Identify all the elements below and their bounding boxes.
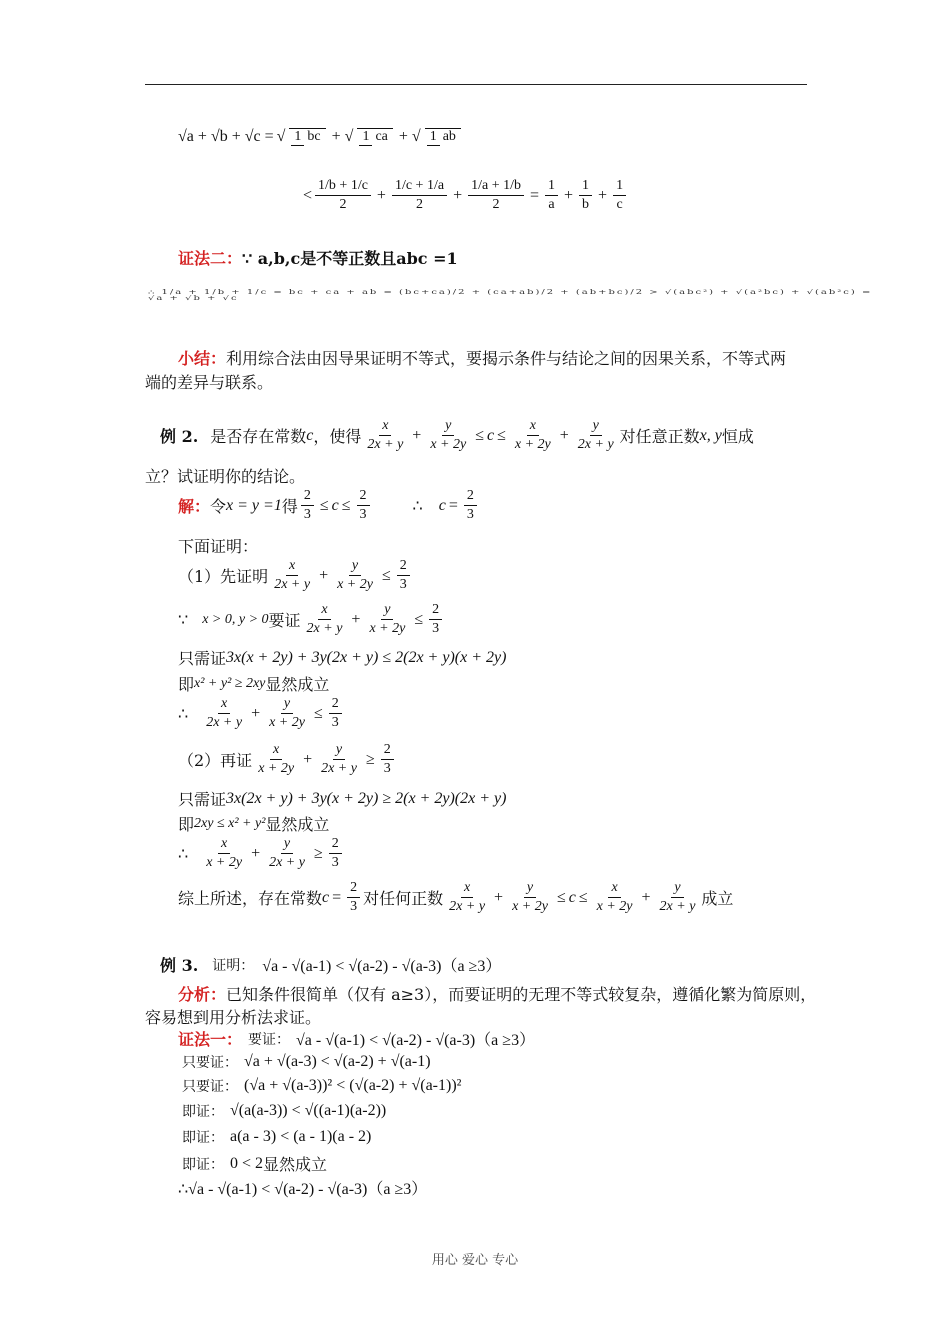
step2-line: （2）再证 $\frac{x}{x + 2y}$ + $\frac{y}{2x + y}$ ≥ $\frac{2}{3}$ (178, 742, 397, 777)
ex2-text-c: 对任意正数 (619, 427, 700, 447)
proof3-line-6 (182, 1152, 327, 1175)
sol-therefore: ∴ (412, 496, 423, 516)
p3-l1-expr: √a - √(a-1) < √(a-2) - √(a-3)（a ≥3） (296, 1032, 536, 1049)
ex3-label: 例 3. (160, 956, 199, 975)
sol-label: 解： (178, 497, 211, 517)
conclusion-line: 综上所述，存在常数 c = $\frac{2}{3}$ 对任何正数 $\frac{x}{2x + y}$ + $\frac{y}{x + 2y}$ ≤ c ≤ $\frac{x}{x + 2y}$ + $\frac{y}{2x + y}$ 成立 (178, 880, 734, 915)
ex2-text-a: 是否存在常数 (210, 427, 307, 447)
only-need-2: 只需证 (178, 790, 227, 809)
summary-label: 小结： (178, 349, 227, 368)
obvious-1: 显然成立 (265, 675, 330, 694)
ex2-text-b: ，使得 (313, 427, 362, 447)
p3-l6-expr: 0 < 2 (230, 1154, 264, 1172)
proof-intro (178, 534, 258, 557)
header-rule (145, 84, 807, 85)
ex2-xy: x, y (699, 426, 722, 444)
summary-line-2 (145, 370, 273, 393)
analysis-label: 分析： (178, 985, 227, 1004)
ie-line-2 (178, 812, 329, 835)
solution-line: 解： 令 x = y =1 得 $\frac{2}{3}$ ≤ c ≤ $\frac{2}{3}$ ∴ c = $\frac{2}{3}$ (178, 488, 480, 523)
step1-line: （1）先证明 $\frac{x}{2x + y}$ + $\frac{y}{x + 2y}$ ≤ $\frac{2}{3}$ (178, 558, 413, 593)
proof-intro-text: 下面证明： (178, 537, 259, 556)
therefore-line-2: ∴ $\frac{x}{x + 2y}$ + $\frac{y}{2x + y}$ ≥ $\frac{2}{3}$ (178, 836, 345, 871)
proof3-line-4 (182, 1101, 386, 1121)
summary-text-2: 端的差异与联系。 (145, 373, 274, 392)
analysis-text-1: 已知条件很简单（仅有 a≥3），而要证明的无理不等式较复杂，遵循化繁为简原则， (226, 985, 817, 1004)
only-need-1: 只需证 (178, 649, 227, 668)
therefore-1: ∴ (178, 704, 189, 724)
conclude-b: 对任何正数 (363, 889, 444, 909)
proof3-line-5 (182, 1127, 371, 1147)
p3-l3-expr: (√a + √(a-3))² < (√(a-2) + √(a-1))² (244, 1077, 462, 1094)
proof3-label: 证法一： (178, 1030, 243, 1049)
proof3-line-7 (178, 1176, 427, 1199)
ex2-text-d: 恒成 (721, 427, 754, 447)
ie2-expr: 2xy ≤ x² + y² (194, 815, 266, 831)
p3-l2-expr: √a + √(a-3) < √(a-2) + √(a-1) (244, 1053, 431, 1070)
ie-1-label: 即 (178, 675, 195, 694)
p3-l4-expr: √(a(a-3)) < √((a-1)(a-2)) (230, 1102, 387, 1119)
expr1: 3x(x + 2y) + 3y(2x + y) ≤ 2(2x + y)(x + 2y) (226, 648, 507, 666)
only-need-line-1 (178, 646, 506, 669)
p3-l2-pre: 只要证： (182, 1055, 238, 1071)
step2-label: （2）再证 (178, 751, 253, 771)
proof1-line-1: √a + √b + √c = √ 1 bc + √ 1 ca + √ 1 ab (178, 128, 464, 146)
summary-line-1 (178, 346, 786, 369)
p3-l6-pre: 即证： (182, 1156, 224, 1173)
condition: x > 0, y > 0 (202, 611, 269, 627)
proof3-line-2 (182, 1052, 431, 1072)
since-line: ∵ x > 0, y > 0 要证 $\frac{x}{2x + y}$ + $\frac{y}{x + 2y}$ ≤ $\frac{2}{3}$ (178, 602, 445, 637)
proof2-heading (178, 246, 458, 269)
analysis-line-2 (145, 1005, 321, 1028)
proof2-text: ∵ a,b,c是不等正数且abc =1 (242, 249, 458, 268)
example2-line-1: 例 2. 是否存在常数 c ，使得 $\frac{x}{2x + y}$ + $\frac{y}{x + 2y}$ ≤ c ≤ $\frac{x}{x + 2y}$ + $\frac{y}{2x + y}$ 对任意正数 x, y 恒成 (160, 418, 754, 453)
example3-line (160, 953, 501, 976)
proof3-line-3 (182, 1076, 461, 1096)
garbled-formula-line (148, 290, 878, 330)
since-symbol: ∵ (178, 610, 189, 630)
p3-l5-expr: a(a - 3) < (a - 1)(a - 2) (230, 1128, 372, 1145)
proof1-line-2: < $\frac{1/b + 1/c}{2}$ + $\frac{1/c + 1/a}{2}$ + $\frac{1/a + 1/b}{2}$ = $\frac{1}{a}$ + $\frac{1}{b}$ + $\frac{1}{c}$ (303, 178, 629, 213)
therefore-line-1: ∴ $\frac{x}{2x + y}$ + $\frac{y}{x + 2y}$ ≤ $\frac{2}{3}$ (178, 696, 345, 731)
only-need-line-2 (178, 787, 506, 810)
ex2-c: c (306, 426, 314, 444)
p3-l7-expr: ∴√a - √(a-1) < √(a-2) - √(a-3)（a ≥3） (178, 1181, 428, 1198)
p3-l5-pre: 即证： (182, 1130, 224, 1146)
summary-text-1: 利用综合法由因导果证明不等式，要揭示条件与结论之间的因果关系，不等式两 (226, 349, 787, 368)
p3-l3-pre: 只要证： (182, 1079, 238, 1095)
page-footer: 用心 爱心 专心 (431, 1253, 519, 1268)
garbled-formula-text: ∴ 1/a + 1/b + 1/c = bc + ca + ab = (bc+ca)/2 + (ca+ab)/2 + (ab+bc)/2 > √(abc²) + √(a²bc) + √(ab²c) = √a + √b + √c (148, 289, 873, 302)
therefore-2: ∴ (178, 844, 189, 864)
analysis-text-2: 容易想到用分析法求证。 (145, 1008, 322, 1027)
p3-l6-post: 显然成立 (263, 1155, 328, 1174)
p3-l1-pre: 要证： (248, 1031, 291, 1048)
conclude-c: 成立 (701, 889, 734, 909)
conclude-a: 综上所述，存在常数 (178, 889, 323, 909)
expr2: 3x(2x + y) + 3y(x + 2y) ≥ 2(x + 2y)(2x + y) (226, 789, 507, 807)
ex2-label: 例 2. (160, 427, 199, 447)
ex2-text-2: 立？试证明你的结论。 (145, 467, 306, 486)
proof3-line-1 (178, 1027, 535, 1050)
ex3-expr: √a - √(a-1) < √(a-2) - √(a-3)（a ≥3） (262, 958, 502, 975)
sol-text-b: 得 (281, 497, 298, 517)
obvious-2: 显然成立 (265, 815, 330, 834)
sol-text-a: 令 (210, 497, 227, 517)
sol-xy1: x = y =1 (226, 496, 282, 514)
ie-2-label: 即 (178, 815, 195, 834)
ie-line-1 (178, 672, 329, 695)
analysis-line-1 (178, 982, 816, 1005)
less-than: < (303, 186, 313, 204)
p3-l4-pre: 即证： (182, 1104, 224, 1120)
step1-label: （1）先证明 (178, 567, 269, 587)
example2-line-2 (145, 464, 305, 487)
ex3-text: 证明： (212, 957, 255, 974)
need-prove: 要证 (268, 611, 301, 631)
ie1-expr: x² + y² ≥ 2xy (194, 675, 266, 691)
proof2-label: 证法二： (178, 249, 243, 268)
p1-sum-left: √a + √b + √c = (178, 128, 274, 145)
